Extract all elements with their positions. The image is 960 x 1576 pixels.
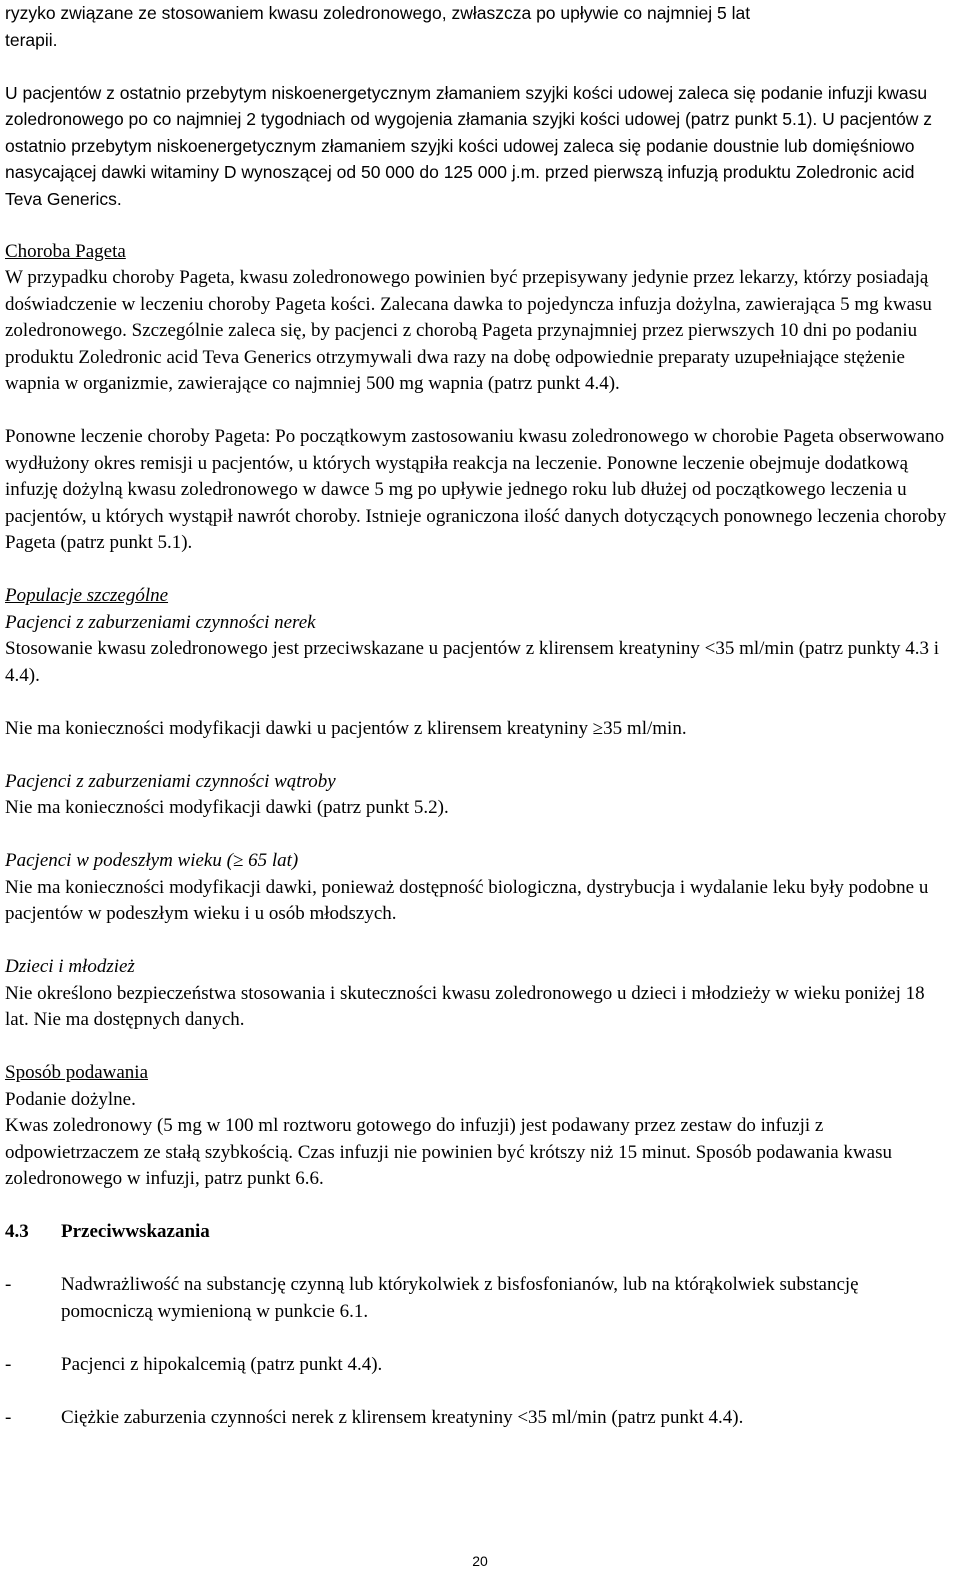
contraindication-item [5,1405,953,1432]
renal-heading: Pacjenci z zaburzeniami czynności nerek [5,611,316,633]
special-populations-heading: Populacje szczególne [5,585,169,606]
list-dash: - [5,1406,12,1428]
children-heading: Dzieci i młodzież [5,956,135,977]
paget-retreatment-paragraph: Ponowne leczenie choroby Pageta: Po początkowym zastosowaniu kwasu zoledronowego w chorobie Pageta obserwowano wydłużony okres remisji u pacjentów, u których wystąpiła reakcja na leczenie. Ponowne leczenie obejmuje dodatkową infuzję dożylną kwasu zoledronowego w dawce 5 mg po upływie jednego roku lub dłużej od początkowego leczenia u pacjentów, u których wystąpił nawrót choroby. Istnieje ograniczona ilość danych dotyczących ponownego leczenia choroby Pageta (patrz punkt 5.1). [5,426,947,553]
section-title: Przeciwwskazania [61,1221,210,1242]
document-page [5,0,953,1431]
administration-paragraph: Kwas zoledronowy (5 mg w 100 ml roztworu gotowego do infuzji) jest podawany przez zestaw do infuzji z odpowietrzaczem ze stałą szybkością. Czas infuzji nie powinien być krótszy niż 15 minut. Sposób podawania kwasu zoledronowego w infuzji, patrz punkt 6.6. [5,1115,892,1189]
elderly-heading: Pacjenci w podeszłym wieku (≥ 65 lat) [5,850,299,871]
list-dash: - [5,1353,12,1375]
contraindication-text: Ciężkie zaburzenia czynności nerek z klirensem kreatyniny <35 ml/min (patrz punkt 4.4). [61,1406,744,1428]
hepatic-heading: Pacjenci z zaburzeniami czynności wątroby [5,770,336,792]
contraindication-text: Pacjenci z hipokalcemią (patrz punkt 4.4). [61,1353,383,1375]
fracture-paragraph [5,80,953,213]
section-heading-4-3 [5,1219,953,1246]
contraindication-item [5,1272,953,1325]
intro-line-1: ryzyko związane ze stosowaniem kwasu zoledronowego, zwłaszcza po upływie co najmniej 5 lat [5,3,751,23]
list-dash: - [5,1274,12,1295]
hepatic-paragraph: Nie ma konieczności modyfikacji dawki (patrz punkt 5.2). [5,797,449,818]
paget-heading: Choroba Pageta [5,240,126,262]
intro-line-2: terapii. [5,29,58,50]
children-paragraph: Nie określono bezpieczeństwa stosowania i skuteczności kwasu zoledronowego u dzieci i młodzieży w wieku poniżej 18 lat. Nie ma dostępnych danych. [5,982,925,1030]
fracture-text-2: U pacjentów z ostatnio przebytym niskoenergetycznym złamaniem szyjki kości udowej zaleca się podanie doustnie lub domięśniowo nasycającej dawki witaminy D wynoszącej od 50 000 do 125 000 j.m. przed pierwszą infuzją produktu Zoledronic acid Teva Generics. [5,109,933,209]
renal-paragraph-2: Nie ma konieczności modyfikacji dawki u pacjentów z klirensem kreatyniny ≥35 ml/min. [5,717,687,739]
elderly-paragraph: Nie ma konieczności modyfikacji dawki, ponieważ dostępność biologiczna, dystrybucja i wydalanie leku były podobne u pacjentów w podeszłym wieku i u osób młodszych. [5,876,929,924]
page-number: 20 [472,1553,488,1569]
contraindication-item [5,1352,953,1379]
section-number: 4.3 [5,1221,29,1242]
fracture-text-1: U pacjentów z ostatnio przebytym niskoenergetycznym złamaniem szyjki kości udowej zaleca się podanie infuzji kwasu zoledronowego po co najmniej 2 tygodniach od wygojenia złamania szyjki kości udowej (patrz punkt 5.1). [5,82,928,129]
paget-paragraph: W przypadku choroby Pageta, kwasu zoledronowego powinien być przepisywany jedynie przez lekarzy, którzy posiadają doświadczenie w leczeniu choroby Pageta kości. Zalecana dawka to pojedyncza infuzja dożylna, zawierająca 5 mg kwasu zoledronowego. Szczególnie zaleca się, by pacjenci z chorobą Pageta przynajmniej przez pierwszych 10 dni po podaniu produktu Zoledronic acid Teva Generics otrzymywali dwa razy na dobę odpowiednie preparaty uzupełniające stężenie wapnia w organizmie, zawierające co najmniej 500 mg wapnia (patrz punkt 4.4). [5,267,932,394]
administration-line: Podanie dożylne. [5,1088,136,1110]
administration-heading: Sposób podawania [5,1062,149,1083]
contraindication-text: Nadwrażliwość na substancję czynną lub którykolwiek z bisfosfonianów, lub na którąkolwiek substancję pomocniczą wymienioną w punkcie 6.1. [61,1274,859,1322]
renal-paragraph: Stosowanie kwasu zoledronowego jest przeciwskazane u pacjentów z klirensem kreatyniny <35 ml/min (patrz punkty 4.3 i 4.4). [5,638,940,686]
